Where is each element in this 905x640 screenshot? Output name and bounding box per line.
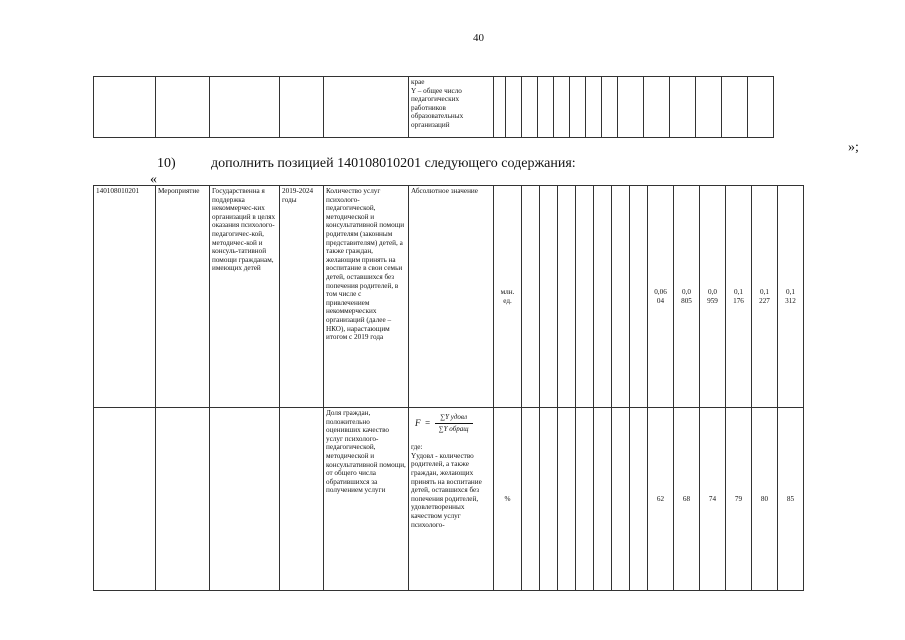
fraction-bar [435, 423, 473, 424]
formula-fraction [435, 413, 473, 433]
code-cell: 140108010201 [94, 186, 156, 408]
unit-cell: млн. ед. [494, 186, 522, 408]
opening-quote: « [150, 172, 157, 187]
unit-cell: % [494, 408, 522, 591]
previous-method-cell: крае Y – общее число педагогических работников образовательных организаций [409, 77, 494, 138]
value-cell: 79 [726, 408, 752, 591]
value-cell: 85 [778, 408, 804, 591]
formula-lhs: F [415, 417, 421, 428]
item-number: 10) [157, 156, 176, 171]
formula-denominator: ∑Y обращ [438, 424, 469, 433]
value-cell: 0,0 805 [674, 186, 700, 408]
period-cell: 2019-2024 годы [280, 186, 324, 408]
indicator-cell: Доля граждан, положительно оценивших качество услуг психолого-педагогической, методической и консультативной помощи, от общего числа обратившихся за получением услуги [324, 408, 409, 591]
type-cell: Мероприятие [156, 186, 210, 408]
method-cell [409, 408, 494, 591]
formula [411, 409, 491, 443]
table-row [94, 186, 804, 408]
table-row [94, 408, 804, 591]
closing-quote: »; [848, 140, 859, 155]
value-cell: 0,06 04 [648, 186, 674, 408]
indicator-cell: Количество услуг психолого-педагогической, методической и консультативной помощи родителям (законным представителям) детей, а также граждан, желающим принять на воспитание в свои семьи детей, оставшихся без попечения родителей, в том числе с привлечением некоммерческих организаций (далее – НКО), нарастающим итогом с 2019 года [324, 186, 409, 408]
name-cell: Государственна я поддержка некоммерчес-ких организаций в целях оказания психолого-педагогичес-кой, методичес-кой и консуль-тативной помощи гражданам, имеющих детей [210, 186, 280, 408]
method-cell: Абсолютное значение [409, 186, 494, 408]
value-cell: 0,1 176 [726, 186, 752, 408]
new-position-table [93, 185, 804, 591]
value-cell: 0,0 959 [700, 186, 726, 408]
value-cell: 68 [674, 408, 700, 591]
value-cell: 62 [648, 408, 674, 591]
value-cell: 74 [700, 408, 726, 591]
formula-numerator: ∑Y удовл [440, 413, 467, 421]
heading-text: дополнить позицией 140108010201 следующего содержания: [211, 156, 576, 171]
value-cell: 0,1 312 [778, 186, 804, 408]
page-number: 40 [473, 32, 484, 44]
formula-eq: = [424, 417, 431, 428]
formula-explanation: где: Yудовл - количество родителей, а также граждан, желающих принять на воспитание детей, оставшихся без попечения родителей, удовлетворенных качеством услуг психолого- [411, 443, 482, 529]
previous-table-fragment [93, 76, 774, 138]
value-cell: 0,1 227 [752, 186, 778, 408]
value-cell: 80 [752, 408, 778, 591]
